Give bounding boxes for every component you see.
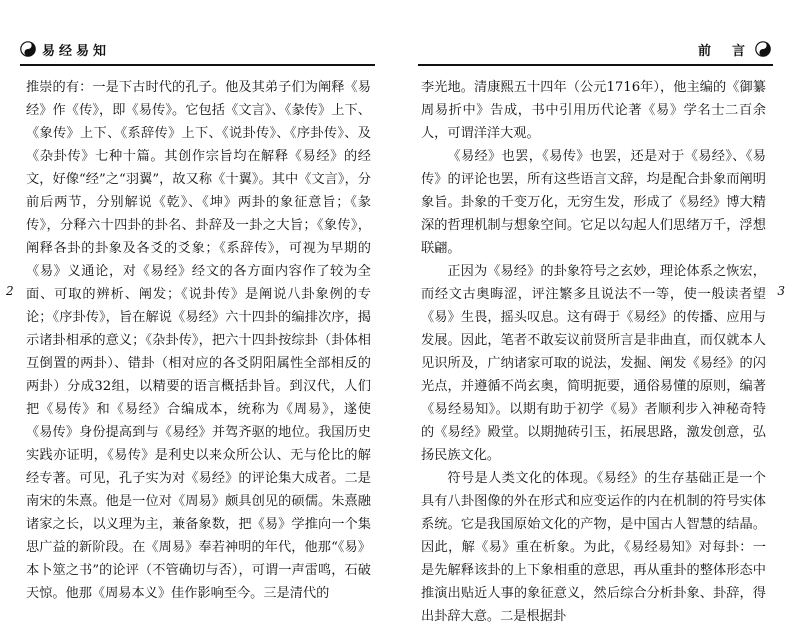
paragraph: 推崇的有：一是下古时代的孔子。他及其弟子们为阐释《易经》作《传》，即《易传》。它包括《文言》、《彖传》上下、《象传》上下、《系辞传》上下、《说卦传》、《序卦传》、及《杂卦传》七种十篇。其创作宗旨均在解释《易经》的经文，好像“经”之“羽翼”，故又称《十翼》。其中《文言》，分前后两节，分别解说《乾》、《坤》两卦的象征意旨；《彖传》，分释六十四卦的卦名、卦辞及一卦之大旨；《象传》，阐释各卦的卦象及各爻的爻象；《系辞传》，可视为早期的《易》义通论，对《易经》经文的各方面内容作了较为全面、可取的辨析、阐发；《说卦传》是阐说八卦象例的专论；《序卦传》，旨在解说《易经》六十四卦的编排次序，揭示诸卦相承的意义；《杂卦传》，把六十四卦按综卦（卦体相互倒置的两卦）、错卦（相对应的各爻阴阳属性全部相反的两卦）分成32组，以精要的语言概括卦旨。到汉代，人们把《易传》和《易经》合编成本，统称为《周易》，遂使《易传》身份提高到与《易经》并驾齐驱的地位。我国历史实践亦证明，《易传》是利史以来众所公认、无与伦比的解经专著。可见，孔子实为对《易经》的评论集大成者。二是南宋的朱熹。他是一位对《周易》颇具创见的硕儒。朱熹融诸家之长，以义理为主，兼备象数，把《易》学推向一个集思广益的新阶段。在《周易》奉若神明的年代，他那“《易》本卜筮之书”的论评（不管确切与否），可谓一声雷鸣，石破天惊。他那《周易本义》佳作影响至今。三是清代的: [26, 80, 371, 601]
left-page-text: [26, 76, 371, 605]
right-page-header: [692, 38, 771, 60]
book-title: 易经易知: [42, 43, 111, 59]
paragraph: 符号是人类文化的体现。《易经》的生存基础正是一个具有八卦图像的外在形式和应变运作的内在机制的符号实体系统。它是我国原始文化的产物，是中国古人智慧的结晶。因此，解《易》重在析象。为此，《易经易知》对每卦：一是先解释该卦的上下象相重的意思，再从重卦的整体形态中推演出贴近人事的象征意义，然后综合分析卦象、卦辞，得出卦辞大意。二是根据卦: [421, 471, 766, 624]
paragraph: 李光地。清康熙五十四年（公元1716年），他主编的《御纂周易折中》告成，书中引用历代论著《易》学名士二百余人，可谓洋洋大观。: [421, 80, 766, 141]
yin-yang-icon: [20, 41, 36, 57]
yin-yang-icon: [755, 41, 771, 57]
chapter-title: 前 言: [697, 43, 749, 59]
left-header-rule: [20, 64, 375, 66]
page-number-left: 2: [6, 284, 14, 298]
page-number-right: 3: [777, 284, 785, 298]
paragraph: 《易经》也罢，《易传》也罢，还是对于《易经》、《易传》的评论也罢，所有这些语言文辞，均是配合卦象而阐明象旨。卦象的千变万化，无穷生发，形成了《易经》博大精深的哲理机制与想象空间。它足以勾起人们思绪万千，浮想联翩。: [421, 149, 766, 256]
right-page-text: [421, 76, 766, 628]
paragraph: 正因为《易经》的卦象符号之玄妙，理论体系之恢宏，而经文古奥晦涩，评注繁多且说法不一等，使一般读者望《易》生畏，摇头叹息。这有碍于《易经》的传播、应用与发展。因此，笔者不敢妄议前贤所言是非曲直，而仅就本人见识所及，广纳诸家可取的说法，发掘、阐发《易经》的闪光点，并遵循不尚玄奥，简明扼要，通俗易懂的原则，编著《易经易知》。以期有助于初学《易》者顺利步入神秘奇特的《易经》殿堂。以期抛砖引玉，拓展思路，激发创意，弘扬民族文化。: [421, 264, 766, 463]
left-page-header: [20, 38, 116, 60]
right-header-rule: [418, 64, 773, 66]
